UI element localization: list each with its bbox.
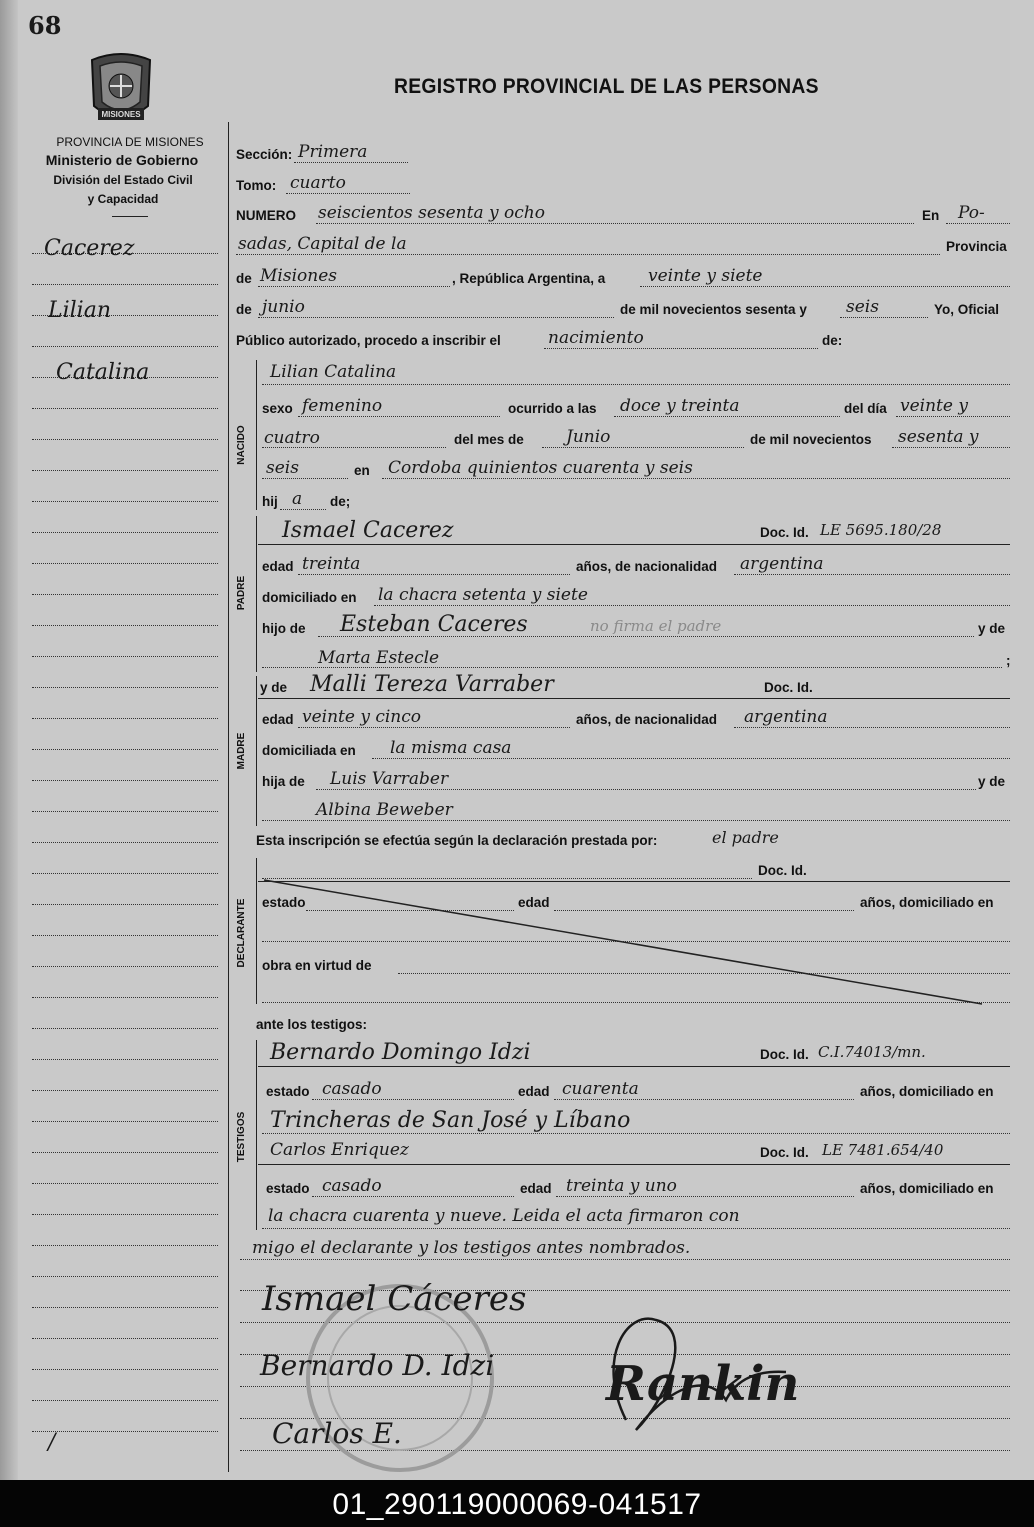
line-hij [280,509,326,510]
margin-line [32,594,218,595]
margin-line [32,997,218,998]
line-testigo2-edad [556,1196,854,1197]
label-esta-inscripcion: Esta inscripción se efectúa según la declaración prestada por: [256,833,658,848]
label-testigo2-doc: Doc. Id. [760,1145,809,1160]
value-nombre: Lilian Catalina [270,362,397,382]
margin-line [32,1121,218,1122]
label-del-dia: del día [844,401,887,416]
value-madre-edad: veinte y cinco [302,707,422,727]
label-de-mil-nov: de mil novecientos [750,432,872,447]
margin-line [32,780,218,781]
line-lugar-nac [382,478,1010,479]
margin-line [32,563,218,564]
line-provincia [258,286,450,287]
label-numero: NUMERO [236,208,296,223]
corner-mark: 68 [28,11,62,40]
line-mes-registro [258,317,614,318]
label-republica: , República Argentina, a [452,271,606,286]
line-anio-registro [840,317,928,318]
label-de-mil: de mil novecientos sesenta y [620,302,807,317]
line-testigo1-estado [312,1099,514,1100]
margin-line [32,1152,218,1153]
value-hij-suffix: a [292,489,303,509]
margin-line [32,625,218,626]
margin-line [32,718,218,719]
margin-line [32,408,218,409]
label-madre-edad: edad [262,712,294,727]
margin-line [32,1400,218,1401]
value-padre-doc: LE 5695.180/28 [820,521,942,539]
value-testigo1-doc: C.I.74013/mn. [818,1043,926,1061]
value-testigo1-nombre: Bernardo Domingo Idzi [270,1040,531,1065]
value-cierre: migo el declarante y los testigos antes nombrados. [252,1238,691,1258]
signature-bernardo: Bernardo D. Idzi [260,1349,495,1382]
label-ante-testigos: ante los testigos: [256,1017,368,1032]
label-obra: obra en virtud de [262,958,372,973]
line-tomo [286,193,410,194]
line-madre-nac [734,727,1010,728]
org-division: División del Estado Civil [53,173,193,187]
line-testigo2-estado [312,1196,514,1197]
value-acto: nacimiento [548,328,644,348]
margin-line [32,1431,218,1432]
margin-bottom-mark: / [48,1430,56,1455]
declarante-block-rule [256,858,257,1004]
nacido-block-rule [256,360,257,510]
value-madre-padre: Luis Varraber [330,769,449,789]
label-madre-dom: domiciliada en [262,743,356,758]
margin-line [32,656,218,657]
margin-line [32,1338,218,1339]
label-testigo2-anos: años, domiciliado en [860,1181,994,1196]
line-seccion [294,162,408,163]
margin-line [32,532,218,533]
section-label-declarante: DECLARANTE [236,898,247,968]
label-madre-nac: años, de nacionalidad [576,712,718,727]
declarante-strike-line [262,878,984,1006]
value-sexo: femenino [302,396,383,416]
margin-line [32,687,218,688]
value-lugar: sadas, Capital de la [238,234,407,254]
section-label-madre: MADRE [236,732,247,770]
line-padre-madre [262,667,1002,668]
value-dia-nac-2: cuatro [264,428,320,448]
value-anio-nac-1: sesenta y [898,427,979,447]
value-hora: doce y treinta [620,396,740,416]
margin-line [32,470,218,471]
org-ministry: Ministerio de Gobierno [45,152,199,168]
label-padre-hijo-de: hijo de [262,621,306,636]
label-sexo: sexo [262,401,293,416]
margin-line [32,1028,218,1029]
margin-line [32,842,218,843]
margin-line [32,904,218,905]
line-dia-registro [640,286,1010,287]
seal-text: MISIONES [101,110,141,119]
value-testigo2-dom: la chacra cuarenta y nueve. Leida el acta firmaron con [268,1206,740,1226]
label-declarante-anos: años, domiciliado en [860,895,994,910]
main-vertical-rule [228,122,229,1472]
margin-line [32,1059,218,1060]
value-dia-nac-1: veinte y [900,396,968,416]
signature-ismael: Ismael Cáceres [262,1279,527,1319]
value-testigo1-dom: Trincheras de San José y Líbano [270,1108,631,1133]
label-testigo1-edad: edad [518,1084,550,1099]
line-padre-edad [298,574,570,575]
line-nombre [262,384,1010,385]
value-madre-dom: la misma casa [390,738,512,758]
value-padre-edad: treinta [302,554,361,574]
line-acto [544,348,818,349]
value-anio-nac-2: seis [266,458,299,478]
line-madre-madre [262,820,1010,821]
value-seccion: Primera [298,142,368,162]
value-padre-padre-note: no firma el padre [590,617,722,635]
margin-line [32,284,218,285]
label-de-mes: de [236,302,252,317]
label-padre-edad: edad [262,559,294,574]
margin-line [32,811,218,812]
line-madre-padre [316,789,976,790]
padre-block-rule [256,516,257,672]
margin-line [32,873,218,874]
line-padre-nac [734,574,1010,575]
label-del-mes: del mes de [454,432,524,447]
line-en [946,223,1010,224]
value-testigo1-estado: casado [322,1079,382,1099]
label-testigo1-anos: años, domiciliado en [860,1084,994,1099]
value-declarante: el padre [712,828,779,847]
madre-block-rule [256,676,257,826]
value-madre-nac: argentina [744,707,828,727]
value-mes-registro: junio [262,297,305,317]
line-anio-nac-2 [262,478,348,479]
margin-line [32,1369,218,1370]
line-dia-nac-1 [896,416,1010,417]
line-mes-nac [542,447,744,448]
margin-line [32,935,218,936]
footer-bar [0,1480,1034,1527]
value-testigo2-nombre: Carlos Enriquez [270,1140,409,1160]
value-testigo1-edad: cuarenta [562,1079,639,1099]
label-de-provincia: de [236,271,252,286]
label-en: En [922,208,940,223]
value-testigo2-edad: treinta y uno [566,1176,677,1196]
signature-carlos: Carlos E. [272,1417,402,1450]
label-declarante-estado: estado [262,895,306,910]
line-testigo2-dom [262,1228,1010,1229]
label-madre-y-de: y de [260,680,288,695]
line-padre-nombre [258,544,1010,545]
value-padre-madre: Marta Estecle [318,648,440,668]
value-en: Po- [958,203,985,223]
value-padre-nac: argentina [740,554,824,574]
margin-line [32,1245,218,1246]
section-label-nacido: NACIDO [236,425,247,465]
value-anio-registro: seis [846,297,879,317]
margin-line [32,1214,218,1215]
label-madre-y-de-2: y de [978,774,1006,789]
value-provincia: Misiones [260,266,337,286]
line-hora [614,416,840,417]
coat-of-arms-seal [82,50,160,130]
document-title: REGISTRO PROVINCIAL DE LAS PERSONAS [394,75,819,98]
value-tomo: cuarto [290,173,346,193]
org-province: PROVINCIA DE MISIONES [56,135,204,149]
value-testigo2-doc: LE 7481.654/40 [822,1141,944,1159]
line-lugar [236,254,940,255]
line-testigo1-dom [262,1133,1010,1134]
line-madre-edad [298,727,570,728]
line-testigo1-nombre [258,1066,1010,1067]
footer-code: 01_290119000069-041517 [332,1488,702,1521]
line-testigo1-edad [554,1099,854,1100]
label-madre-doc: Doc. Id. [764,680,813,695]
line-madre-dom [372,758,1010,759]
margin-line [32,1090,218,1091]
value-padre-nombre: Ismael Cacerez [282,518,454,543]
line-testigo2-nombre [258,1164,1010,1165]
label-testigo1-doc: Doc. Id. [760,1047,809,1062]
line-dia-nac-2 [262,447,446,448]
margin-middle-name: Catalina [56,360,150,385]
org-divider [112,216,148,217]
value-mes-nac: Junio [566,427,611,447]
label-yo-oficial: Yo, Oficial [934,302,1000,317]
value-testigo2-estado: casado [322,1176,382,1196]
line-madre-nombre [258,698,1010,699]
signature-official: Rankin [606,1356,800,1412]
label-declarante-edad: edad [518,895,550,910]
official-signature-loop [586,1300,806,1450]
label-semicolon: ; [1006,653,1011,668]
line-numero [316,223,914,224]
value-padre-padre: Esteban Caceres [340,612,528,637]
label-testigo2-estado: estado [266,1181,310,1196]
org-capacity: y Capacidad [87,192,159,206]
testigos-block-rule [256,1040,257,1230]
label-declarante-doc: Doc. Id. [758,863,807,878]
label-testigo1-estado: estado [266,1084,310,1099]
label-publico: Público autorizado, procedo a inscribir el [236,333,501,348]
label-padre-doc: Doc. Id. [760,525,809,540]
label-hij: hij [262,494,278,509]
line-padre-dom [374,605,1010,606]
label-de-semi: de; [330,494,351,509]
label-tomo: Tomo: [236,178,277,193]
section-label-testigos: TESTIGOS [236,1111,247,1163]
section-label-padre: PADRE [236,575,247,611]
label-padre-dom: domiciliado en [262,590,357,605]
value-madre-madre: Albina Beweber [316,800,453,820]
margin-line [32,346,218,347]
margin-line [32,749,218,750]
line-padre-padre [318,636,974,637]
margin-line [32,966,218,967]
label-ocurrido: ocurrido a las [508,401,597,416]
margin-first-name: Lilian [48,298,112,323]
value-dia-registro: veinte y siete [648,266,763,286]
margin-line [32,1183,218,1184]
value-madre-nombre: Malli Tereza Varraber [310,672,554,697]
value-lugar-nac: Cordoba quinientos cuarenta y seis [388,458,693,478]
value-padre-dom: la chacra setenta y siete [378,585,588,605]
line-sexo [298,416,500,417]
line-cierre [240,1259,1010,1260]
value-numero: seiscientos sesenta y ocho [318,203,545,223]
margin-surname: Cacerez [44,236,135,261]
label-seccion: Sección: [236,147,293,162]
margin-line [32,439,218,440]
label-padre-nac: años, de nacionalidad [576,559,718,574]
label-de-colon: de: [822,333,843,348]
label-padre-y-de: y de [978,621,1006,636]
label-provincia: Provincia [946,239,1007,254]
line-anio-nac-1 [892,447,1010,448]
margin-line [32,1276,218,1277]
label-testigo2-edad: edad [520,1181,552,1196]
margin-line [32,501,218,502]
label-en-nac: en [354,463,370,478]
margin-line [32,1307,218,1308]
label-madre-hija-de: hija de [262,774,305,789]
